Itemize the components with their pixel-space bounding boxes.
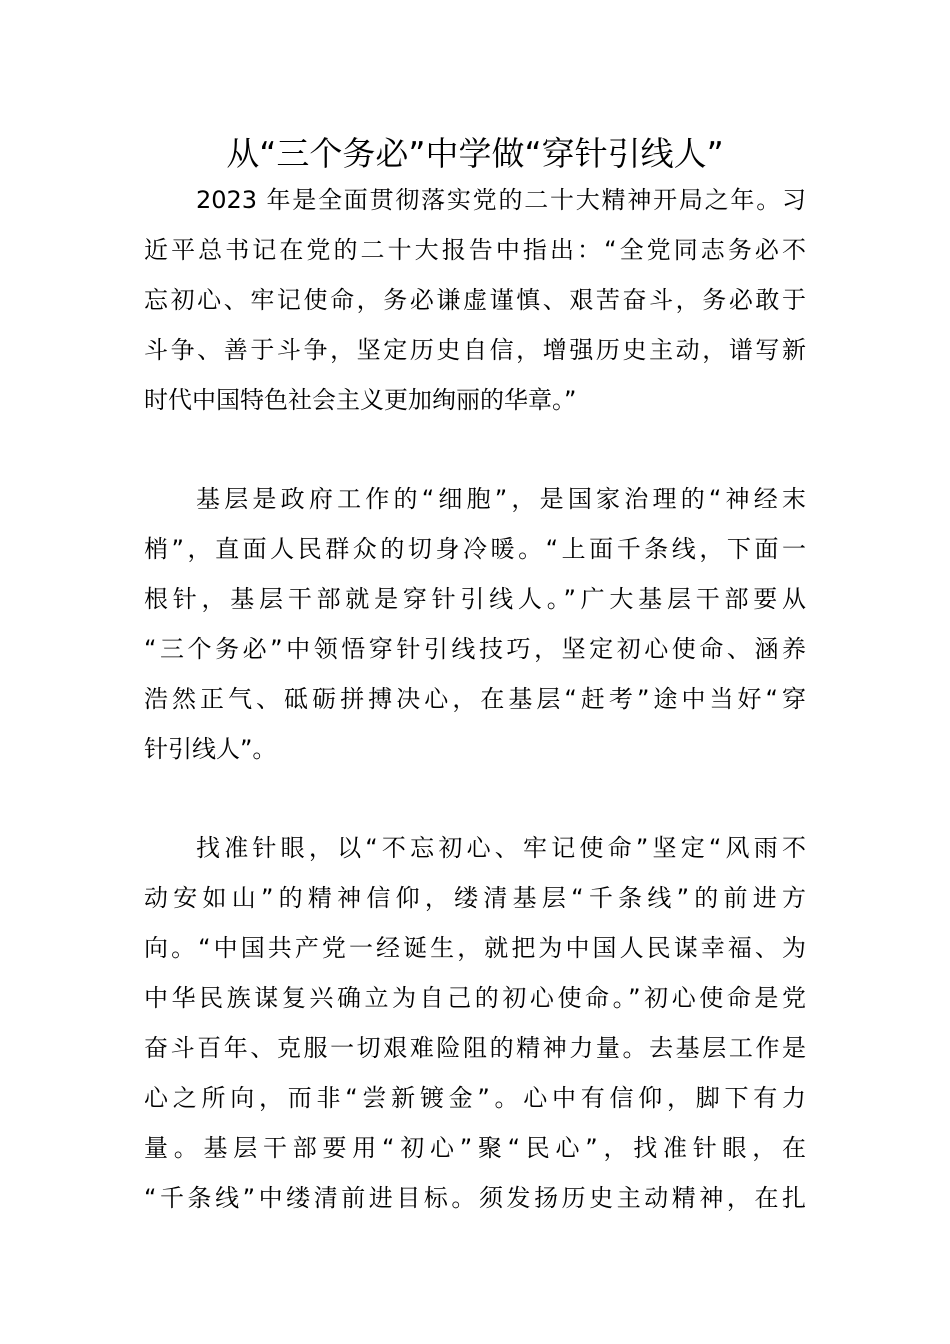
- text-line: 中华民族谋复兴确立为自己的初心使命。”初心使命是党: [144, 984, 806, 1012]
- document-body: [144, 175, 806, 1223]
- text-line: 忘初心、牢记使命，务必谦虚谨慎、艰苦奋斗，务必敢于: [144, 286, 806, 314]
- paragraph-3: [144, 823, 806, 1223]
- text-line: 斗争、善于斗争，坚定历史自信，增强历史主动，谱写新: [144, 336, 806, 364]
- text-line: 奋斗百年、克服一切艰难险阻的精神力量。去基层工作是: [144, 1034, 806, 1062]
- text-line: 近平总书记在党的二十大报告中指出：“全党同志务必不: [144, 236, 806, 264]
- text-line: “千条线”中缕清前进目标。须发扬历史主动精神，在扎: [144, 1184, 806, 1212]
- document-title: 从“三个务必”中学做“穿针引线人”: [226, 134, 724, 173]
- text-line: 根针，基层干部就是穿针引线人。”广大基层干部要从: [144, 585, 806, 613]
- paragraph-2: [144, 474, 806, 774]
- text-line: 浩然正气、砥砺拼搏决心，在基层“赶考”途中当好“穿: [144, 685, 806, 713]
- text-line: 梢”，直面人民群众的切身冷暖。“上面千条线，下面一: [144, 535, 806, 563]
- text-line: 基层是政府工作的“细胞”，是国家治理的“神经末: [196, 485, 806, 513]
- text-line: “三个务必”中领悟穿针引线技巧，坚定初心使命、涵养: [144, 635, 806, 663]
- paragraph-1: [144, 175, 806, 425]
- text-line: 动安如山”的精神信仰，缕清基层“千条线”的前进方: [144, 884, 806, 912]
- paragraph-spacer: [144, 425, 806, 474]
- text-line: 时代中国特色社会主义更加绚丽的华章。”: [144, 386, 577, 414]
- text-line: 量。基层干部要用“初心”聚“民心”，找准针眼，在: [144, 1134, 806, 1162]
- text-line: 向。“中国共产党一经诞生，就把为中国人民谋幸福、为: [144, 934, 806, 962]
- text-line: 找准针眼，以“不忘初心、牢记使命”坚定“风雨不: [196, 834, 806, 862]
- text-line: 心之所向，而非“尝新镀金”。心中有信仰，脚下有力: [144, 1084, 806, 1112]
- paragraph-spacer: [144, 774, 806, 823]
- text-line: 2023 年是全面贯彻落实党的二十大精神开局之年。习: [196, 186, 806, 214]
- text-line: 针引线人”。: [144, 735, 277, 763]
